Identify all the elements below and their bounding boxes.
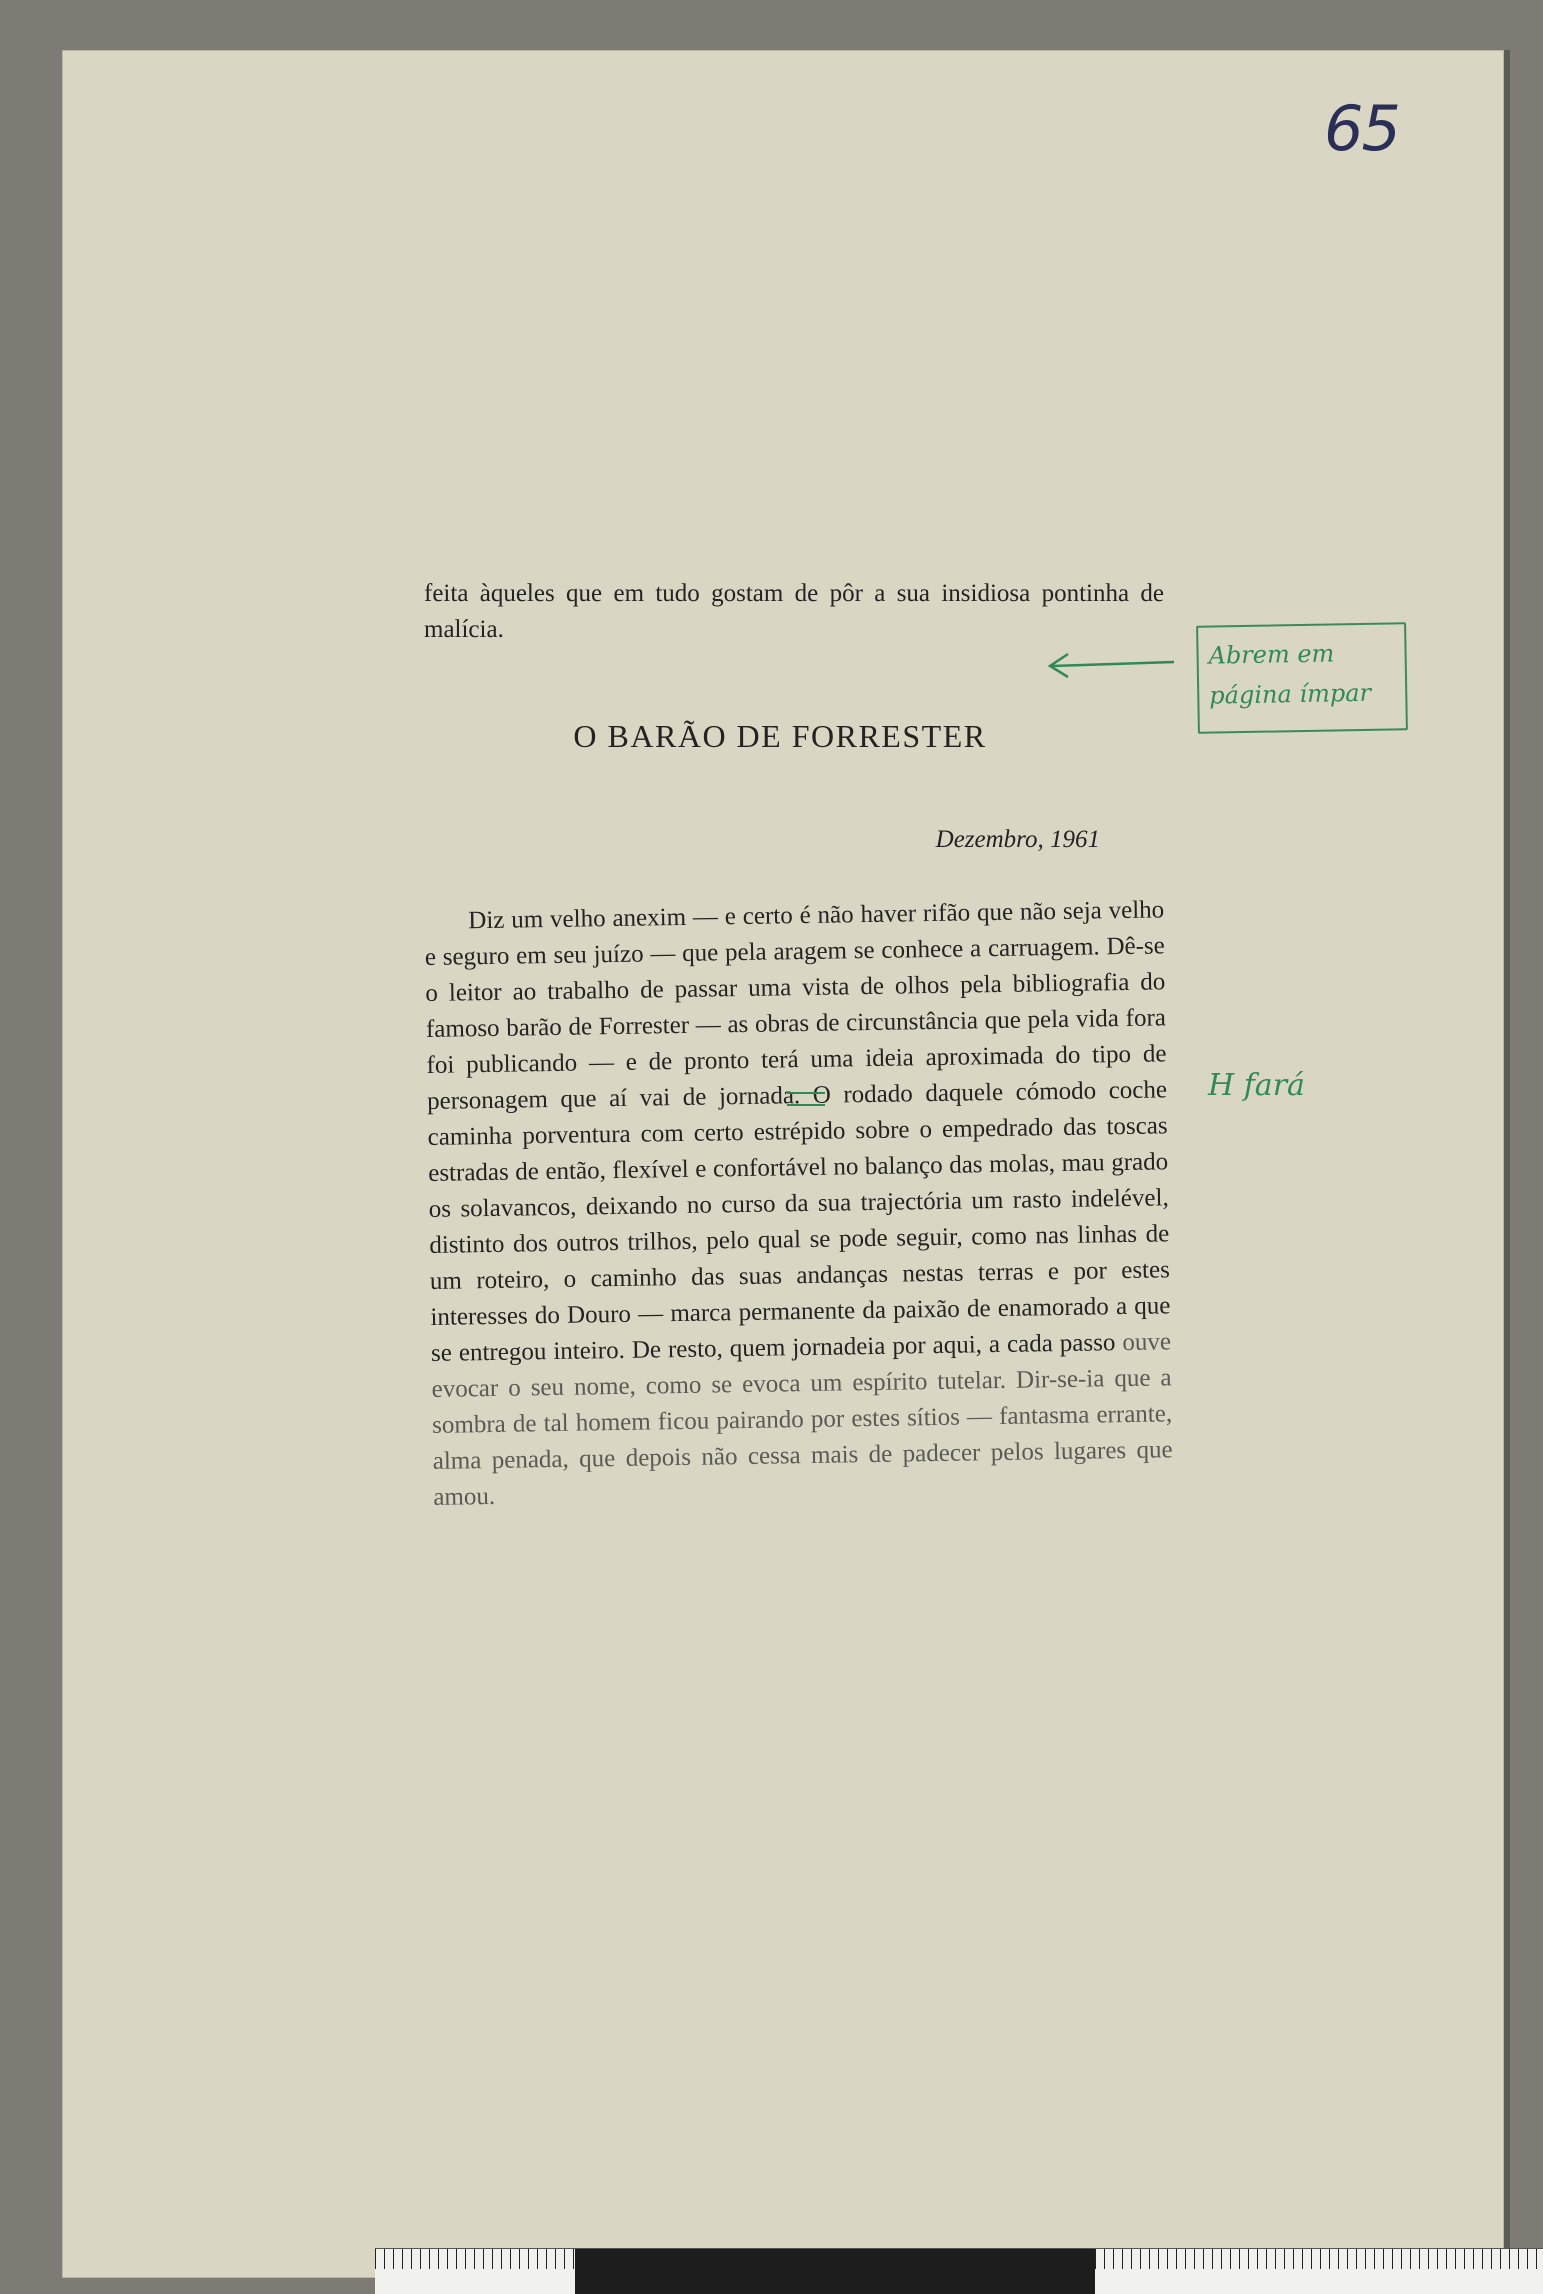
continuation-paragraph [424,576,1164,648]
body-paragraph-main: Diz um velho anexim — e certo é não haver rifão que não seja velho e seguro em seu juízo — que pela aragem se conhece a carruagem. Dê-se o leitor ao trabalho de passar uma vista de olhos pela bibliografia do famoso barão de Forrester — as obras de circunstância que pela vida fora foi publicando — e de pronto terá uma ideia aproximada do tipo de personagem que aí vai de jornada. O rodado daquele cómodo coche caminha porventura com certo estrépido sobre o empedrado das toscas estradas de então, flexível e confortável no balanço das molas, mau grado os solavancos, deixando no curso da sua trajectória um rasto indelével, distinto dos outros trilhos, pelo qual se pode seguir, como nas linhas de um roteiro, o caminho das suas andanças nestas terras e por estes interesses do Douro — marca permanente da paixão de enamorado a que se entregou inteiro. De resto, quem jornadeia por aqui, a cada passo [424,896,1171,1367]
body-paragraph [424,892,1174,1516]
body-text [424,892,1174,1516]
strike-correction-mark [787,1092,825,1106]
arrow-left-icon [1046,650,1176,680]
scale-ruler [375,2248,1543,2294]
chapter-title: O BARÃO DE FORRESTER [573,718,987,754]
date-line: Dezembro, 1961 [935,826,1100,853]
ruler-black-segment [575,2249,1095,2294]
continuation-text: feita àqueles que em tudo gostam de pôr a sua insidiosa pontinha de malícia. [424,580,1164,643]
folio-number: 65 [1324,92,1399,165]
body-paragraph-end: ouve evocar o seu nome, como se evoca um espírito tutelar. Dir-se-ia que a sombra de tal homem ficou pairando por estes sítios — fantasma errante, alma penada, que depois não cessa mais de padecer pelos lugares que amou. [431,1328,1173,1511]
margin-note-correction: H fará [1208,1068,1305,1103]
sheet-edge-shadow [1504,50,1510,2278]
margin-note-boxed: Abrem em página ímpar [1196,622,1408,734]
